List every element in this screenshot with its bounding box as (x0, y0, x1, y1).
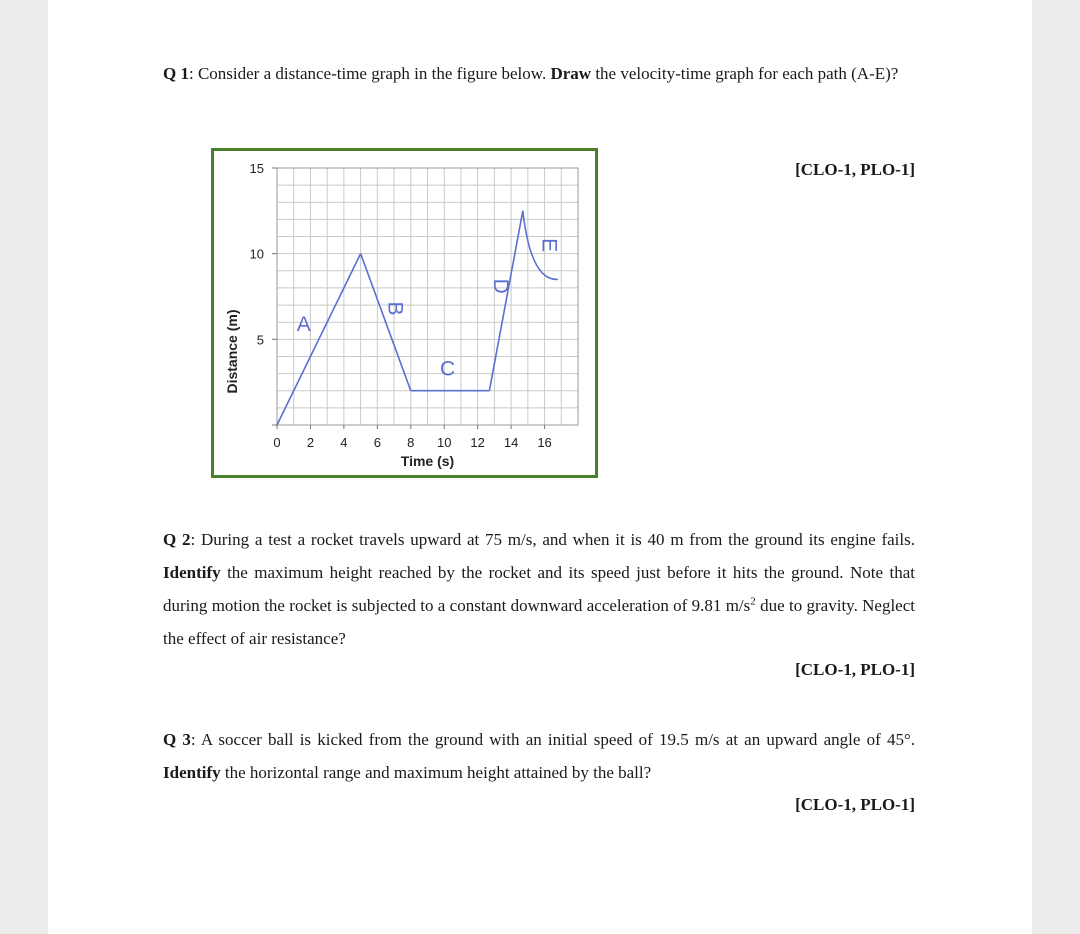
question-1-clo: [CLO-1, PLO-1] (795, 160, 915, 179)
x-tick-label: 14 (503, 435, 519, 450)
x-tick-label: 6 (373, 435, 381, 450)
question-2-clo: [CLO-1, PLO-1] (795, 660, 915, 679)
question-2-text-c: due to gravity. Neglect the effect of air resistance? (163, 596, 915, 648)
distance-time-figure (211, 148, 598, 478)
question-2-superscript: 2 (750, 595, 756, 608)
question-2-text-a: : During a test a rocket travels upward at 75 m/s, and when it is 40 m from the ground its engine fails. (190, 530, 915, 549)
question-2-text-b: the maximum height reached by the rocket and its speed just before it hits the ground. Note that during motion the rocket is subjected to a constant downward acceleration of 9.81 m/s (163, 563, 915, 615)
distance-time-chart (214, 151, 595, 475)
segment-label-c: C (439, 357, 456, 381)
question-2-label: Q 2 (163, 530, 191, 549)
question-3-text-b: the horizontal range and maximum height attained by the ball? (220, 763, 652, 782)
segment-label-a: A (296, 313, 311, 337)
x-tick-label: 4 (340, 435, 348, 450)
x-tick-label: 2 (306, 435, 315, 450)
question-1-verb: Draw (550, 64, 592, 83)
question-3-label: Q 3 (163, 730, 191, 749)
question-3-verb: Identify (163, 763, 221, 782)
question-3 (163, 723, 915, 789)
question-2 (163, 523, 915, 655)
x-tick-label: 0 (273, 435, 281, 450)
question-1 (163, 57, 915, 90)
question-1-label: Q 1 (163, 64, 189, 83)
question-3-text-a: : A soccer ball is kicked from the ground with an initial speed of 19.5 m/s at an upward angle of 45°. (190, 730, 915, 749)
y-tick-label: 5 (256, 332, 264, 348)
y-tick-label: 10 (249, 246, 264, 262)
question-3-clo: [CLO-1, PLO-1] (795, 795, 915, 814)
x-axis-label: Time (s) (400, 453, 455, 469)
x-tick-label: 10 (436, 435, 452, 450)
x-tick-label: 8 (407, 435, 415, 450)
segment-label-b: B (383, 301, 407, 316)
segment-label-e: E (537, 238, 561, 253)
question-1-text-a: : Consider a distance-time graph in the figure below. (188, 64, 551, 83)
x-tick-label: 12 (470, 435, 485, 450)
question-2-verb: Identify (163, 563, 221, 582)
question-1-text-b: the velocity-time graph for each path (A-E)? (591, 64, 899, 83)
y-tick-label: 15 (249, 161, 264, 176)
y-axis-label: Distance (m) (224, 309, 240, 394)
segment-label-d: D (488, 278, 512, 294)
x-tick-label: 16 (537, 435, 552, 450)
